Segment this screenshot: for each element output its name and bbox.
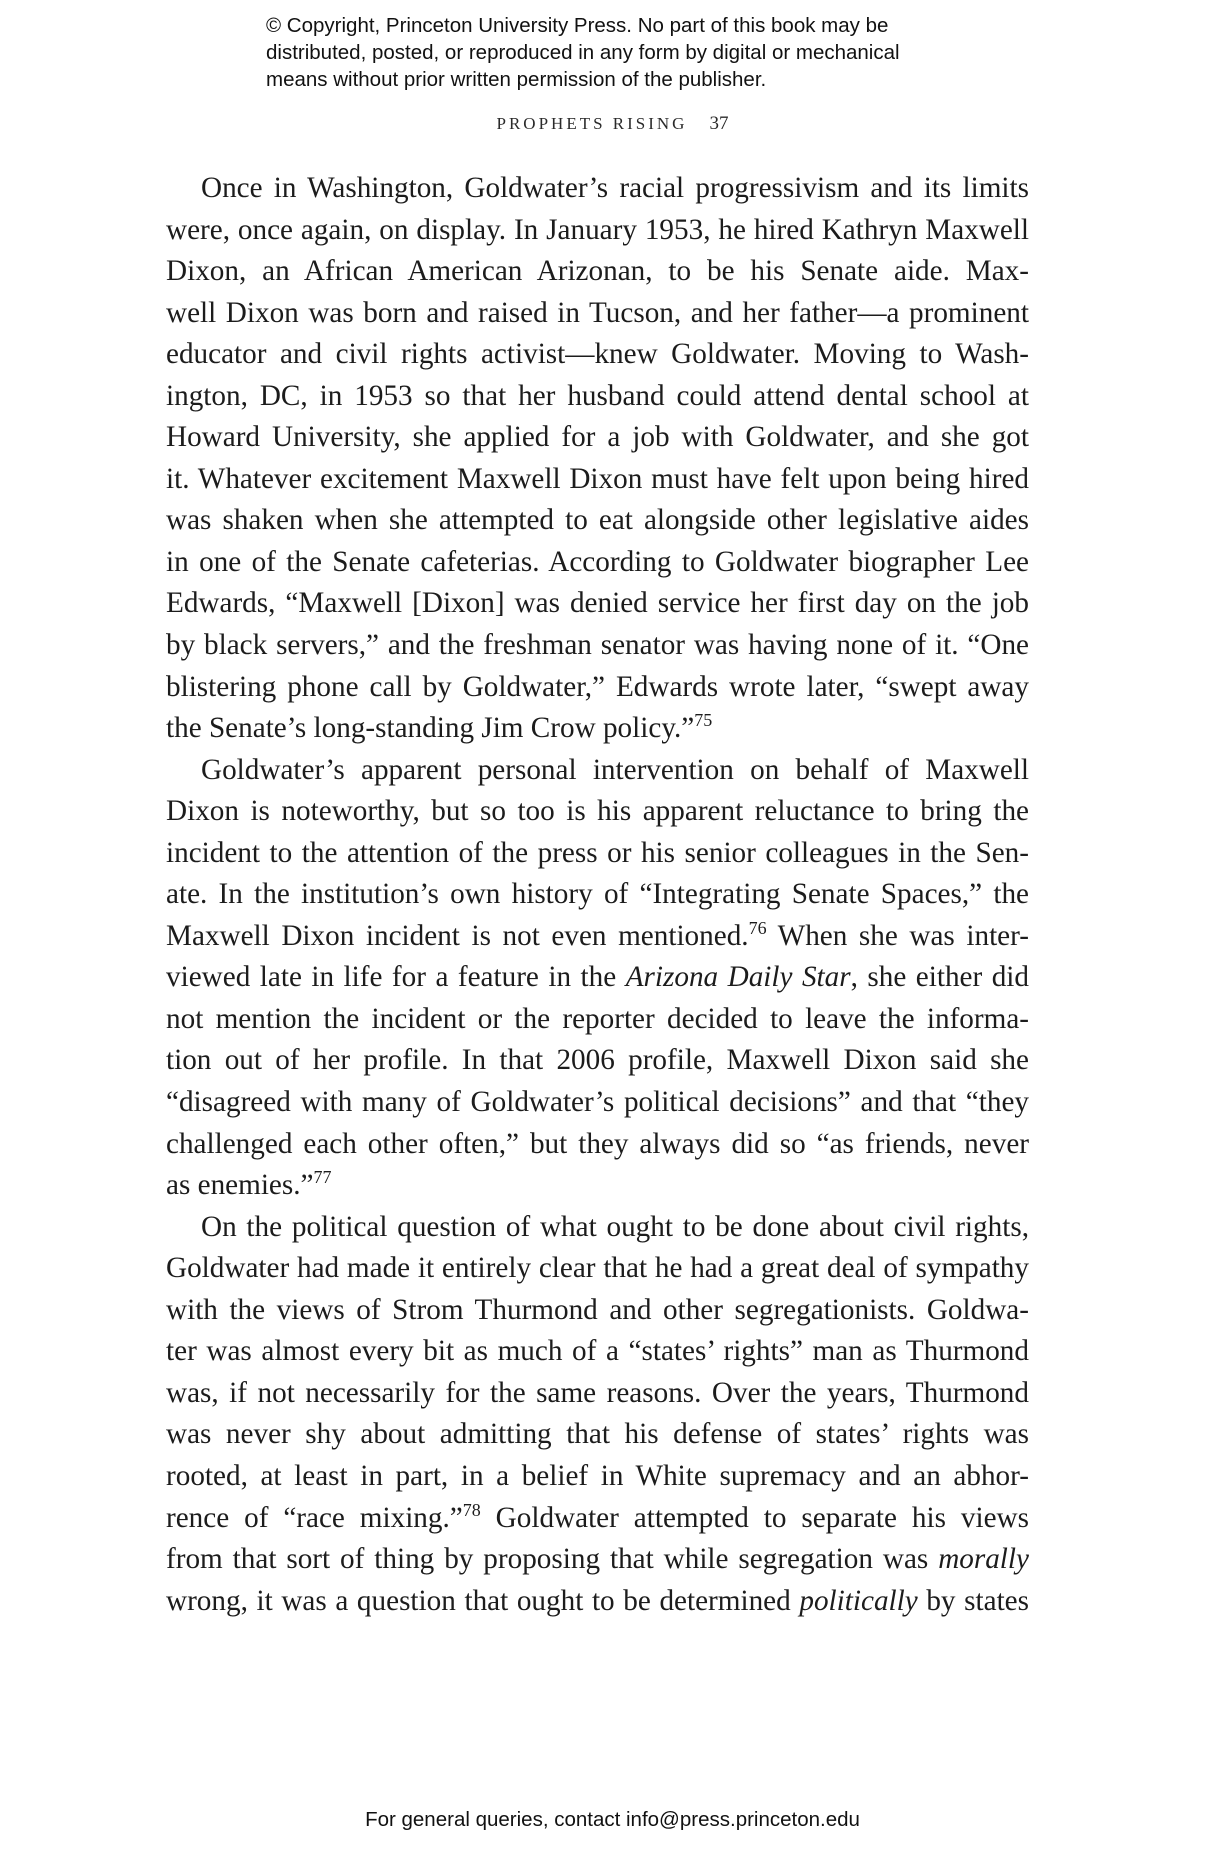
text-line: with the views of Strom Thurmond and other segregationists. Goldwa- — [166, 1293, 1029, 1326]
text-line: challenged each other often,” but they always did so “as friends, never — [166, 1127, 1029, 1160]
text-line — [166, 1498, 1029, 1540]
text-line: Howard University, she applied for a job with Goldwater, and she got — [166, 421, 1029, 454]
text-segment: by states — [917, 1584, 1029, 1617]
text-line: Goldwater’s apparent personal intervention on behalf of Maxwell — [201, 753, 1029, 786]
text-line: On the political question of what ought to be done about civil rights, — [201, 1210, 1029, 1243]
text-line: by black servers,” and the freshman senator was having none of it. “One — [166, 629, 1029, 662]
body-text — [166, 168, 1029, 1622]
text-line: tion out of her profile. In that 2006 profile, Maxwell Dixon said she — [166, 1044, 1029, 1077]
text-line: blistering phone call by Goldwater,” Edwards wrote later, “swept away — [166, 670, 1029, 703]
text-line: was, if not necessarily for the same reasons. Over the years, Thurmond — [166, 1376, 1029, 1409]
text-line: were, once again, on display. In January 1953, he hired Kathryn Maxwell — [166, 213, 1029, 246]
text-line: it. Whatever excitement Maxwell Dixon must have felt upon being hired — [166, 462, 1029, 495]
copyright-line: means without prior written permission of the publisher. — [266, 68, 767, 91]
text-segment: rence of “race mixing.” — [166, 1501, 463, 1534]
text-segment: from that sort of thing by proposing that while segregation was — [166, 1543, 939, 1576]
text-segment: When she was inter- — [766, 919, 1029, 952]
text-line: educator and civil rights activist—knew Goldwater. Moving to Wash- — [166, 338, 1029, 371]
copyright-notice — [266, 12, 986, 93]
text-line: Edwards, “Maxwell [Dixon] was denied service her first day on the job — [166, 587, 1029, 620]
text-line — [166, 708, 1029, 750]
text-line: was never shy about admitting that his defense of states’ rights was — [166, 1418, 1029, 1451]
italic-word: morally — [938, 1543, 1029, 1576]
text-line: “disagreed with many of Goldwater’s political decisions” and that “they — [166, 1086, 1029, 1119]
text-line: Once in Washington, Goldwater’s racial progressivism and its limits — [201, 172, 1029, 204]
text-line: ate. In the institution’s own history of “Integrating Senate Spaces,” the — [166, 878, 1029, 911]
text-line — [166, 916, 1029, 958]
text-line — [166, 957, 1029, 999]
text-line — [166, 1165, 1029, 1207]
footnote-ref: 76 — [748, 917, 767, 938]
copyright-line: © Copyright, Princeton University Press. No part of this book may be — [266, 14, 889, 37]
text-line: rooted, at least in part, in a belief in White supremacy and an abhor- — [166, 1459, 1029, 1492]
footer-contact: For general queries, contact info@press.princeton.edu — [365, 1808, 860, 1831]
text-line — [166, 1539, 1029, 1581]
text-segment: Maxwell Dixon incident is not even mentioned. — [166, 919, 749, 952]
text-line: not mention the incident or the reporter decided to leave the informa- — [166, 1002, 1029, 1035]
text-segment: Goldwater attempted to separate his views — [480, 1501, 1029, 1534]
footnote-ref: 78 — [462, 1499, 481, 1520]
page-number: 37 — [709, 113, 729, 134]
text-line: Dixon is noteworthy, but so too is his apparent reluctance to bring the — [166, 795, 1029, 828]
text-line — [166, 1581, 1029, 1623]
running-head-title: PROPHETS RISING — [496, 114, 688, 133]
footnote-ref: 77 — [313, 1167, 332, 1188]
text-segment: wrong, it was a question that ought to be determined — [166, 1584, 800, 1617]
copyright-line: distributed, posted, or reproduced in any form by digital or mechanical — [266, 41, 900, 64]
text-line: in one of the Senate cafeterias. According to Goldwater biographer Lee — [166, 545, 1029, 578]
text-line: ter was almost every bit as much of a “states’ rights” man as Thurmond — [166, 1335, 1029, 1368]
italic-word: politically — [799, 1584, 918, 1617]
italic-title: Arizona Daily Star — [625, 961, 851, 994]
text-segment: the Senate’s long-standing Jim Crow policy.” — [166, 712, 695, 745]
text-line: incident to the attention of the press or his senior colleagues in the Sen- — [166, 836, 1029, 869]
text-line: well Dixon was born and raised in Tucson, and her father—a prominent — [166, 296, 1029, 329]
text-line: was shaken when she attempted to eat alongside other legislative aides — [166, 504, 1029, 537]
text-line: ington, DC, in 1953 so that her husband could attend dental school at — [166, 379, 1029, 412]
running-head — [0, 113, 1225, 135]
text-segment: viewed late in life for a feature in the — [166, 961, 626, 994]
footnote-ref: 75 — [694, 710, 713, 731]
text-segment: as enemies.” — [166, 1169, 314, 1202]
text-segment: , she either did — [850, 961, 1029, 994]
text-line: Dixon, an African American Arizonan, to be his Senate aide. Max- — [166, 255, 1029, 288]
text-line: Goldwater had made it entirely clear that he had a great deal of sympathy — [166, 1252, 1029, 1285]
